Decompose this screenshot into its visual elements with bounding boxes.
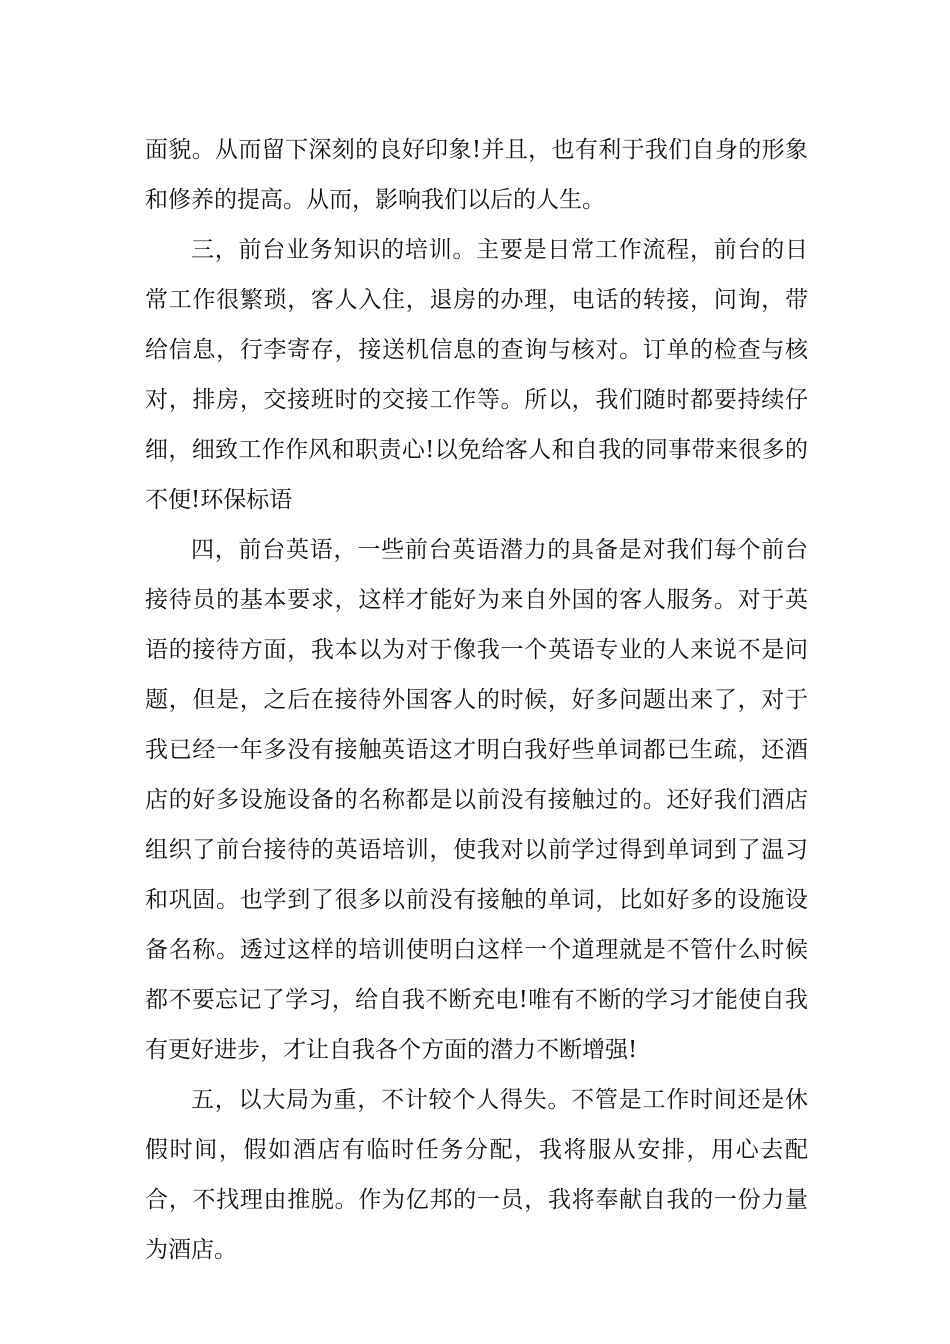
paragraph-section-five: 五，以大局为重，不计较个人得失。不管是工作时间还是休假时间，假如酒店有临时任务分配，我将服从安排，用心去配合，不找理由推脱。作为亿邦的一员，我将奉献自我的一份力量为酒店。 <box>145 1087 808 1263</box>
paragraph-section-three: 三，前台业务知识的培训。主要是日常工作流程，前台的日常工作很繁琐，客人入住，退房的办理，电话的转接，问询，带给信息，行李寄存，接送机信息的查询与核对。订单的检查与核对，排房，交接班时的交接工作等。所以，我们随时都要持续仔细，细致工作作风和职责心!以免给客人和自我的同事带来很多的不便!环保标语 <box>145 237 808 513</box>
paragraph-section-four: 四，前台英语，一些前台英语潜力的具备是对我们每个前台接待员的基本要求，这样才能好为来自外国的客人服务。对于英语的接待方面，我本以为对于像我一个英语专业的人来说不是问题，但是，之后在接待外国客人的时候，好多问题出来了，对于我已经一年多没有接触英语这才明白我好些单词都已生疏，还酒店的好多设施设备的名称都是以前没有接触过的。还好我们酒店组织了前台接待的英语培训，使我对以前学过得到单词到了温习和巩固。也学到了很多以前没有接触的单词，比如好多的设施设备名称。透过这样的培训使明白这样一个道理就是不管什么时候都不要忘记了学习，给自我不断充电!唯有不断的学习才能使自我有更好进步，才让自我各个方面的潜力不断增强! <box>145 537 808 1063</box>
paragraph-continuation: 面貌。从而留下深刻的良好印象!并且，也有利于我们自身的形象和修养的提高。从而，影响我们以后的人生。 <box>145 137 808 213</box>
document-page <box>145 125 808 1275</box>
